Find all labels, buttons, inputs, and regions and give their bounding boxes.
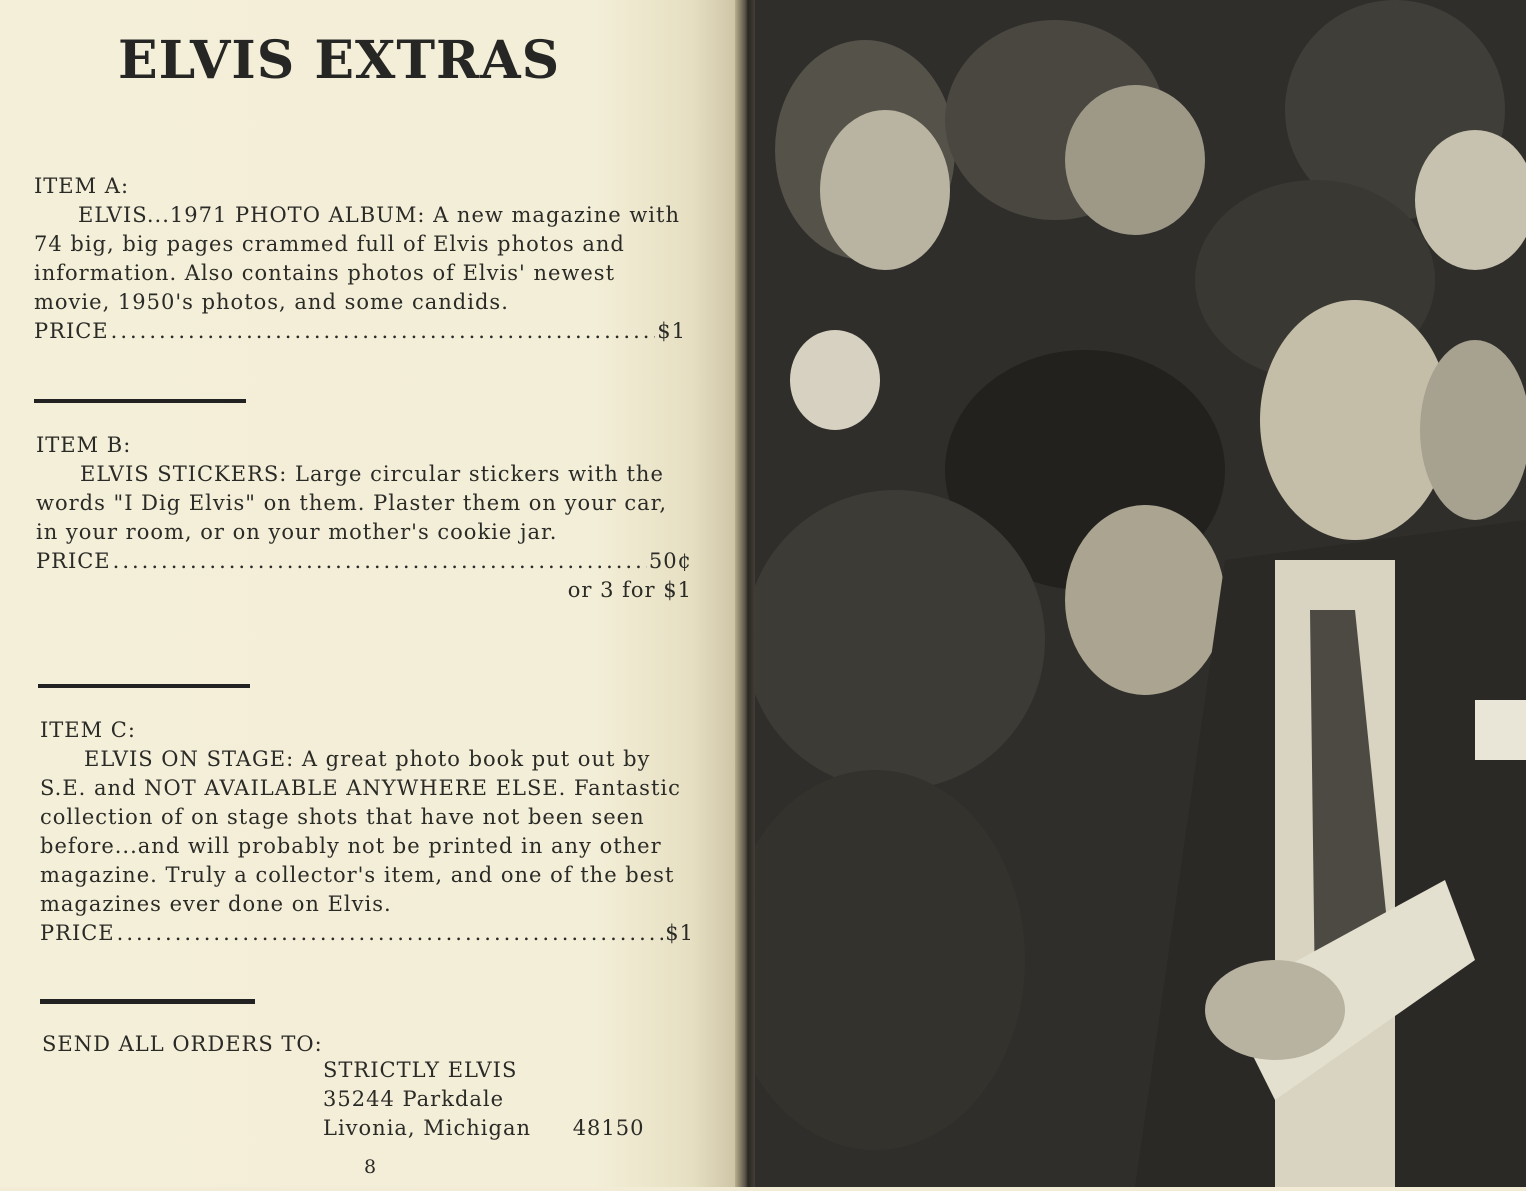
crowd-photo — [755, 0, 1526, 1187]
item-c — [40, 716, 694, 948]
price-line — [40, 919, 694, 948]
price-leader-dots — [113, 547, 647, 576]
address-city: Livonia, Michigan — [323, 1116, 531, 1140]
address-street: 35244 Parkdale — [323, 1087, 505, 1111]
item-description: ELVIS ON STAGE: A great photo book put out by S.E. and NOT AVAILABLE ANYWHERE ELSE. Fantastic collection of on stage shots that have not been seen before...and will probably not be printed in any other magazine. Truly a collector's item, and one of the best magazines ever done on Elvis. — [40, 747, 681, 916]
crowd-photo-image — [755, 0, 1526, 1187]
price-value: $1 — [657, 319, 686, 343]
item-description: ELVIS STICKERS: Large circular stickers with the words "I Dig Elvis" on them. Plaster them on your car, in your room, or on your mother's cookie jar. — [36, 462, 668, 544]
price-label: PRICE — [40, 921, 115, 945]
price-leader-dots — [117, 919, 664, 948]
price-value: $1 — [665, 921, 694, 945]
section-divider — [40, 999, 255, 1004]
book-gutter — [735, 0, 757, 1187]
item-b — [36, 431, 692, 605]
address-name: STRICTLY ELVIS — [323, 1058, 518, 1082]
item-label: ITEM B: — [36, 433, 132, 457]
price-label: PRICE — [34, 319, 109, 343]
price-label: PRICE — [36, 549, 111, 573]
item-a — [34, 172, 686, 346]
price-leader-dots — [111, 317, 656, 346]
orders-heading: SEND ALL ORDERS TO: — [42, 1032, 323, 1056]
item-label: ITEM C: — [40, 718, 136, 742]
price-note: or 3 for $1 — [567, 578, 692, 602]
price-line — [34, 317, 686, 346]
price-value: 50¢ — [648, 549, 692, 573]
address-city-line — [323, 1114, 645, 1143]
page-number: 8 — [364, 1156, 377, 1178]
item-description: ELVIS...1971 PHOTO ALBUM: A new magazine with 74 big, big pages crammed full of Elvis photos and information. Also contains photos of Elvis' newest movie, 1950's photos, and some candids. — [34, 203, 680, 314]
address-zip: 48150 — [572, 1116, 645, 1140]
section-divider — [38, 684, 250, 688]
section-divider — [34, 399, 246, 403]
price-line — [36, 547, 692, 576]
item-label: ITEM A: — [34, 174, 130, 198]
page-title: ELVIS EXTRAS — [118, 30, 561, 91]
mailing-address — [323, 1056, 645, 1143]
